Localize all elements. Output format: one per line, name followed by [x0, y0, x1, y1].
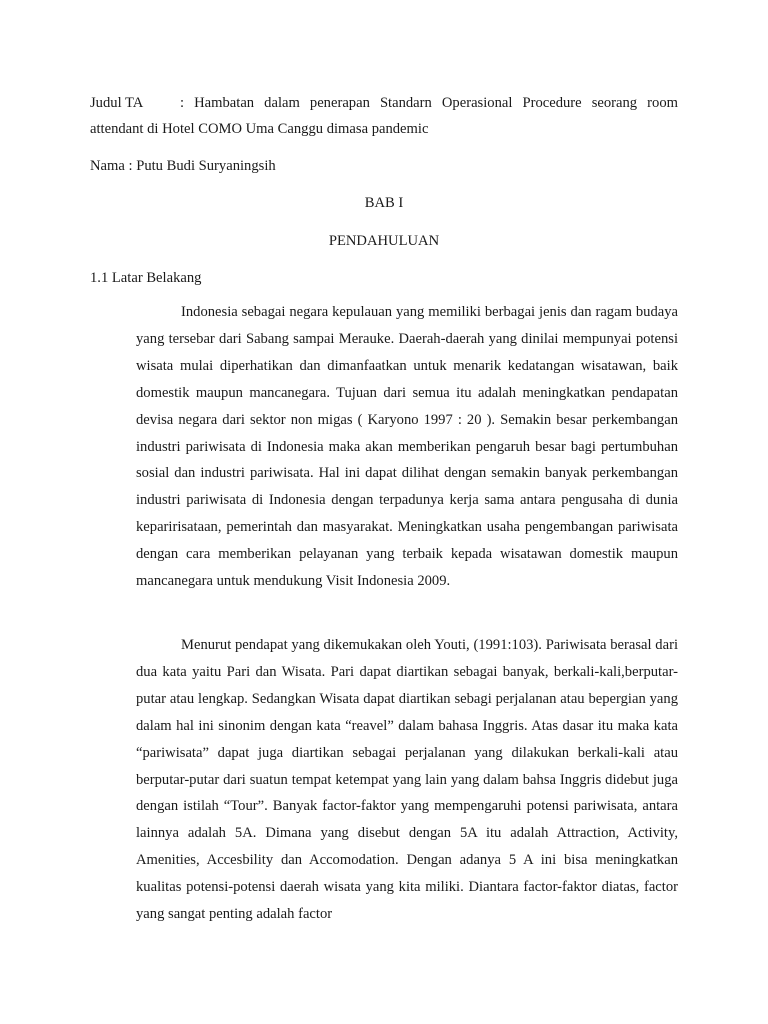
thesis-title-line	[90, 90, 678, 142]
thesis-title-label: Judul TA	[90, 95, 144, 111]
chapter-title: PENDAHULUAN	[328, 233, 440, 249]
section-heading: 1.1 Latar Belakang	[90, 270, 202, 286]
author-name-line: Nama : Putu Budi Suryaningsih	[90, 158, 276, 174]
chapter-number: BAB I	[364, 195, 404, 211]
thesis-title-text: : Hambatan dalam penerapan Standarn Operasional Procedure seorang room attendant di Hotel COMO Uma Canggu dimasa pandemic	[90, 95, 678, 137]
body-paragraph: Indonesia sebagai negara kepulauan yang memiliki berbagai jenis dan ragam budaya yang tersebar dari Sabang sampai Merauke. Daerah-daerah yang dinilai mempunyai potensi wisata mulai diperhatikan dan dimanfaatkan untuk menarik kedatangan wisatawan, baik domestik maupun mancanegara. Tujuan dari semua itu adalah meningkatkan pendapatan devisa negara dari sektor non migas ( Karyono 1997 : 20 ). Semakin besar perkembangan industri pariwisata di Indonesia maka akan memberikan pengaruh besar bagi pertumbuhan sosial dan industri pariwisata. Hal ini dapat dilihat dengan semakin banyak perkembangan industri pariwisata di Indonesia dengan terpadunya kerja sama antara pengusaha di dunia keparirisataan, pemerintah dan masyarakat. Meningkatkan usaha pengembangan pariwisata dengan cara memberikan pelayanan yang terbaik kepada wisatawan domestik maupun mancanegara untuk mendukung Visit Indonesia 2009.	[136, 304, 678, 590]
body-paragraph: Menurut pendapat yang dikemukakan oleh Youti, (1991:103). Pariwisata berasal dari dua kata yaitu Pari dan Wisata. Pari dapat diartikan sebagai banyak, berkali-kali,berputar-putar atau lengkap. Sedangkan Wisata dapat diartikan sebagi perjalanan atau bepergian yang dalam hal ini sinonim dengan kata “reavel” dalam bahasa Inggris. Atas dasar itu maka kata “pariwisata” dapat juga diartikan sebagai perjalanan yang dilakukan berkali-kali atau berputar-putar dari suatun tempat ketempat yang lain yang dalam bahsa Inggris didebut juga dengan istilah “Tour”. Banyak factor-faktor yang mempengaruhi potensi pariwisata, antara lainnya adalah 5A. Dimana yang disebut dengan 5A itu adalah Attraction, Activity, Amenities, Accesbility dan Accomodation. Dengan adanya 5 A ini bisa meningkatkan kualitas potensi-potensi daerah wisata yang kita miliki. Diantara factor-faktor diatas, factor yang sangat penting adalah factor	[136, 637, 678, 923]
